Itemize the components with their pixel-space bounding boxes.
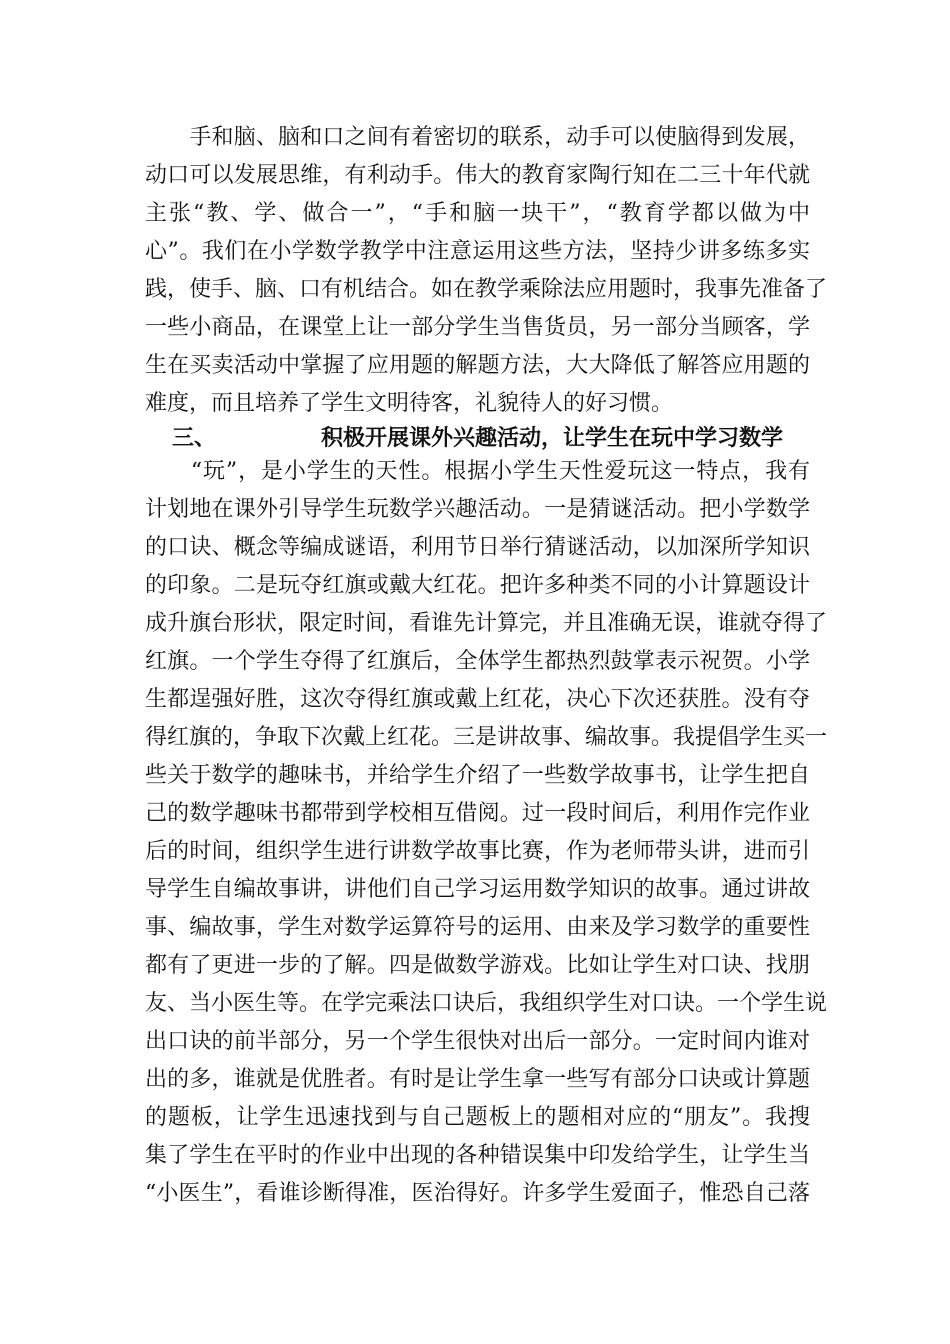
- paragraph-2-line-12: 导学生自编故事讲，讲他们自己学习运用数学知识的故事。通过讲故: [145, 877, 810, 902]
- paragraph-2-line-3: 的口诀、概念等编成谜语，利用节日举行猜谜活动，以加深所学知识: [145, 535, 810, 560]
- paragraph-2-line-9: 些关于数学的趣味书，并给学生介绍了一些数学故事书，让学生把自: [145, 763, 810, 788]
- paragraph-2-line-14: 都有了更进一步的了解。四是做数学游戏。比如让学生对口诀、找朋: [145, 953, 810, 978]
- paragraph-2-line-11: 后的时间，组织学生进行讲数学故事比赛，作为老师带头讲，进而引: [145, 839, 810, 864]
- paragraph-2-line-10: 己的数学趣味书都带到学校相互借阅。过一段时间后，利用作完作业: [145, 801, 810, 826]
- paragraph-2-line-17: 出的多，谁就是优胜者。有时是让学生拿一些写有部分口诀或计算题: [145, 1067, 810, 1092]
- paragraph-2-line-4: 的印象。二是玩夺红旗或戴大红花。把许多种类不同的小计算题设计: [145, 573, 810, 598]
- paragraph-2-line-2: 计划地在课外引导学生玩数学兴趣活动。一是猜谜活动。把小学数学: [145, 497, 810, 522]
- paragraph-2-line-18: 的题板，让学生迅速找到与自己题板上的题相对应的“朋友”。我搜: [145, 1105, 810, 1130]
- paragraph-2-line-8: 得红旗的，争取下次戴上红花。三是讲故事、编故事。我提倡学生买一: [145, 725, 828, 750]
- paragraph-1-line-1: 手和脑、脑和口之间有着密切的联系，动手可以使脑得到发展，: [145, 125, 810, 150]
- section-heading-number: 三、: [172, 425, 217, 451]
- paragraph-2-line-20: “小医生”，看谁诊断得准，医治得好。许多学生爱面子，惟恐自己落: [145, 1181, 810, 1206]
- paragraph-2-line-15: 友、当小医生等。在学完乘法口诀后，我组织学生对口诀。一个学生说: [145, 991, 828, 1016]
- paragraph-2-line-16: 出口诀的前半部分，另一个学生很快对出后一部分。一定时间内谁对: [145, 1029, 810, 1054]
- paragraph-1-line-3: 主张“教、学、做合一”，“手和脑一块干”，“教育学都以做为中: [145, 201, 810, 226]
- paragraph-2-line-1: “玩”，是小学生的天性。根据小学生天性爱玩这一特点，我有: [145, 459, 810, 484]
- paragraph-1-line-4: 心”。我们在小学数学教学中注意运用这些方法，坚持少讲多练多实: [145, 239, 810, 264]
- paragraph-2-line-19: 集了学生在平时的作业中出现的各种错误集中印发给学生，让学生当: [145, 1143, 810, 1168]
- section-heading-text: 积极开展课外兴趣活动，让学生在玩中学习数学: [321, 425, 784, 451]
- paragraph-2-line-13: 事、编故事，学生对数学运算符号的运用、由来及学习数学的重要性: [145, 915, 810, 940]
- paragraph-2-line-5: 成升旗台形状，限定时间，看谁先计算完，并且准确无误，谁就夺得了: [145, 611, 828, 636]
- paragraph-2-line-6: 红旗。一个学生夺得了红旗后，全体学生都热烈鼓掌表示祝贺。小学: [145, 649, 810, 674]
- paragraph-1-line-5: 践，使手、脑、口有机结合。如在教学乘除法应用题时，我事先准备了: [145, 277, 828, 302]
- paragraph-2-line-7: 生都逞强好胜，这次夺得红旗或戴上红花，决心下次还获胜。没有夺: [145, 687, 810, 712]
- paragraph-1-line-8: 难度，而且培养了学生文明待客，礼貌待人的好习惯。: [145, 391, 674, 416]
- paragraph-1-line-2: 动口可以发展思维，有利动手。伟大的教育家陶行知在二三十年代就: [145, 163, 810, 188]
- paragraph-1-line-6: 一些小商品，在课堂上让一部分学生当售货员，另一部分当顾客，学: [145, 315, 810, 340]
- paragraph-1-line-7: 生在买卖活动中掌握了应用题的解题方法，大大降低了解答应用题的: [145, 353, 810, 378]
